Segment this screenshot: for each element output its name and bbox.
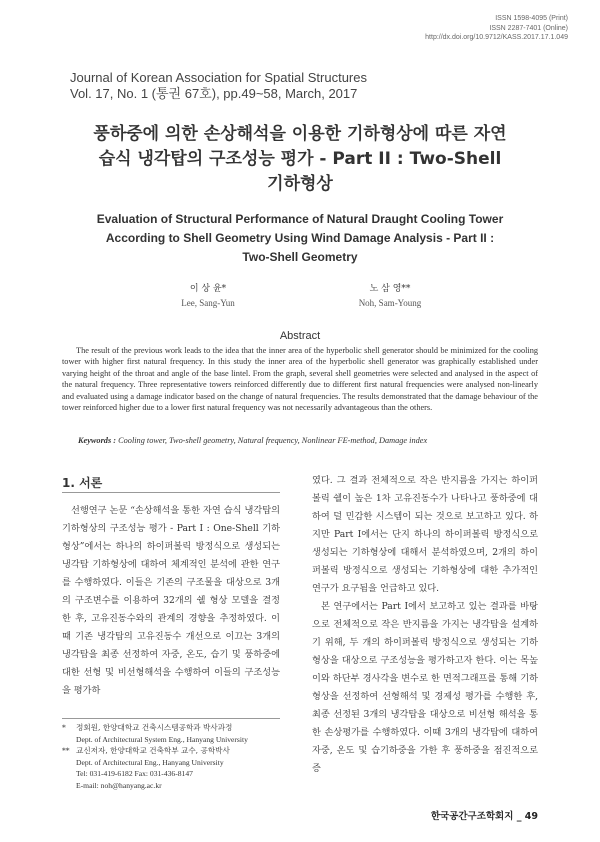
right-column	[312, 472, 538, 778]
title-ko-line: 풍하중에 의한 손상해석을 이용한 기하형상에 따른 자연	[93, 124, 507, 144]
title-en-line: Evaluation of Structural Performance of Natural Draught Cooling Tower	[96, 212, 504, 226]
footnote-divider	[62, 718, 280, 719]
footnote-mark: *	[62, 723, 66, 732]
keywords	[78, 436, 538, 445]
section-heading: 1. 서론	[62, 476, 103, 490]
issn-online: ISSN 2287-7401 (Online)	[489, 24, 568, 32]
author-name-en: Lee, Sang-Yun	[181, 298, 235, 308]
title-korean	[60, 122, 540, 197]
author-1	[138, 282, 278, 310]
footnote-1	[62, 722, 280, 734]
footnote-affiliation-ko: 교신저자, 한양대학교 건축학부 교수, 공학박사	[76, 746, 230, 756]
author-2	[320, 282, 460, 310]
footnote-affiliation-en: Dept. of Architectural System Eng., Hanyang University	[76, 734, 248, 744]
issn-print: ISSN 1598-4095 (Print)	[495, 15, 568, 22]
title-ko-line: 습식 냉각탑의 구조성능 평가 - Part II : Two-Shell	[98, 149, 502, 169]
author-name-ko: 이 상 윤*	[189, 284, 227, 294]
page-footer: 한국공간구조학회지 _ 49	[430, 811, 538, 822]
title-english	[60, 210, 540, 267]
right-paragraph-1: 였다. 그 결과 전체적으로 작은 반지름을 가지는 하이퍼볼릭 쉘이 높은 1차 고유진동수가 나타나고 풍하중에 대하여 덜 민감한 시스템이 되는 것으로 보고하고 있다. 하지만 Part I에서는 단지 하나의 하이퍼볼릭 방정식으로 생성되는 기하형상에 대해서 분석하였으며, 2개의 하이퍼볼릭 방정식으로 생성되는 기하형상에 대한 추가적인 연구가 요구됨을 언급하고 있다.	[312, 475, 538, 594]
abstract-text: The result of the previous work leads to the idea that the inner area of the hyperbolic shell generator should be minimized for the cooling tower with higher first natural frequency. In this study the inner area of the hyperbolic shell generator was graphically established under varying height of the throat and angle of the base lintel. From the graph, several shell geometries were selected and analysed in the aspect of the natural frequency. Three representative towers reinforced differently due to different first natural frequencies were analysed non-linearly and evaluated using a damage indicator based on the change of natural frequencies. The results demonstrated that the damage behaviour of the tower reinforced higher due to a lower first natural frequency was not necessarily advantageous than the others.	[62, 346, 538, 413]
author-list	[0, 282, 600, 312]
left-column-text: 선행연구 논문 “손상해석을 통한 자연 습식 냉각탑의 기하형상의 구조성능 평가 - Part I : One-Shell 기하형상”에서는 하나의 하이퍼볼릭 방정식으로 생성되는 냉각탑 기하형상에 대하여 체계적인 분석에 관한 연구를 수행하였다. 이들은 기존의 구조물을 대상으로 3개의 구조변수를 이용하여 32개의 쉘 형상 모델을 결정한 후, 고유진동수와의 관계의 경향을 추정하였다. 이때 기존 냉각탑의 고유진동수 개선으로 이끄는 3개의 냉각탑을 최종 선정하여 자중, 온도, 습기 및 풍하중에 대한 선형 및 비선형해석을 수행하여 이들의 구조성능을 평가하	[62, 505, 280, 696]
footnote-tel-fax: Tel: 031-419-6182 Fax: 031-436-8147	[76, 769, 193, 779]
journal-volume: Vol. 17, No. 1 (통권 67호), pp.49~58, March, 2017	[70, 86, 358, 101]
author-name-en: Noh, Sam-Young	[358, 298, 422, 308]
right-paragraph-2: 본 연구에서는 Part I에서 보고하고 있는 결과를 바탕으로 전체적으로 작은 반지름을 가지는 냉각탑을 설계하기 위해, 두 개의 하이퍼볼릭 방정식으로 생성되는 기하형상을 대상으로 구조성능을 평가하고자 한다. 이는 목높이와 하단부 경사각을 변수로 한 면적그래프를 통해 기하형상을 선정하여 선형해석 및 경제성 평가를 수행한 후, 최종 선정된 3개의 냉각탑을 대상으로 비선형 해석을 통한 손상평가를 수행하였다. 이때 3개의 냉각탑에 대하여 자중, 온도 및 습기하중을 가한 후 풍하중을 점진적으로 증	[312, 601, 538, 774]
title-ko-line: 기하형상	[267, 174, 333, 194]
title-en-line: According to Shell Geometry Using Wind Damage Analysis - Part II :	[105, 231, 495, 245]
keywords-label: Keywords :	[78, 436, 117, 445]
doi-link[interactable]: http://dx.doi.org/10.9712/KASS.2017.17.1.049	[425, 34, 568, 41]
footnote-email[interactable]: E-mail: noh@hanyang.ac.kr	[76, 780, 162, 790]
footnote-mark: **	[62, 746, 70, 756]
abstract-heading: Abstract	[279, 330, 321, 342]
footnote-2	[62, 745, 280, 757]
title-en-line: Two-Shell Geometry	[242, 250, 358, 264]
keywords-list: Cooling tower, Two-shell geometry, Natural frequency, Nonlinear FE-method, Damage index	[118, 436, 428, 445]
author-name-ko: 노 삼 영**	[369, 284, 411, 294]
footnote-affiliation-en: Dept. of Architectural Eng., Hanyang University	[76, 757, 224, 767]
footnotes	[62, 722, 280, 792]
issn-block	[425, 14, 568, 43]
journal-name: Journal of Korean Association for Spatial Structures	[70, 70, 367, 85]
section-divider	[62, 492, 280, 493]
footnote-affiliation-ko: 정회원, 한양대학교 건축시스템공학과 박사과정	[76, 723, 233, 732]
journal-header	[70, 70, 367, 102]
